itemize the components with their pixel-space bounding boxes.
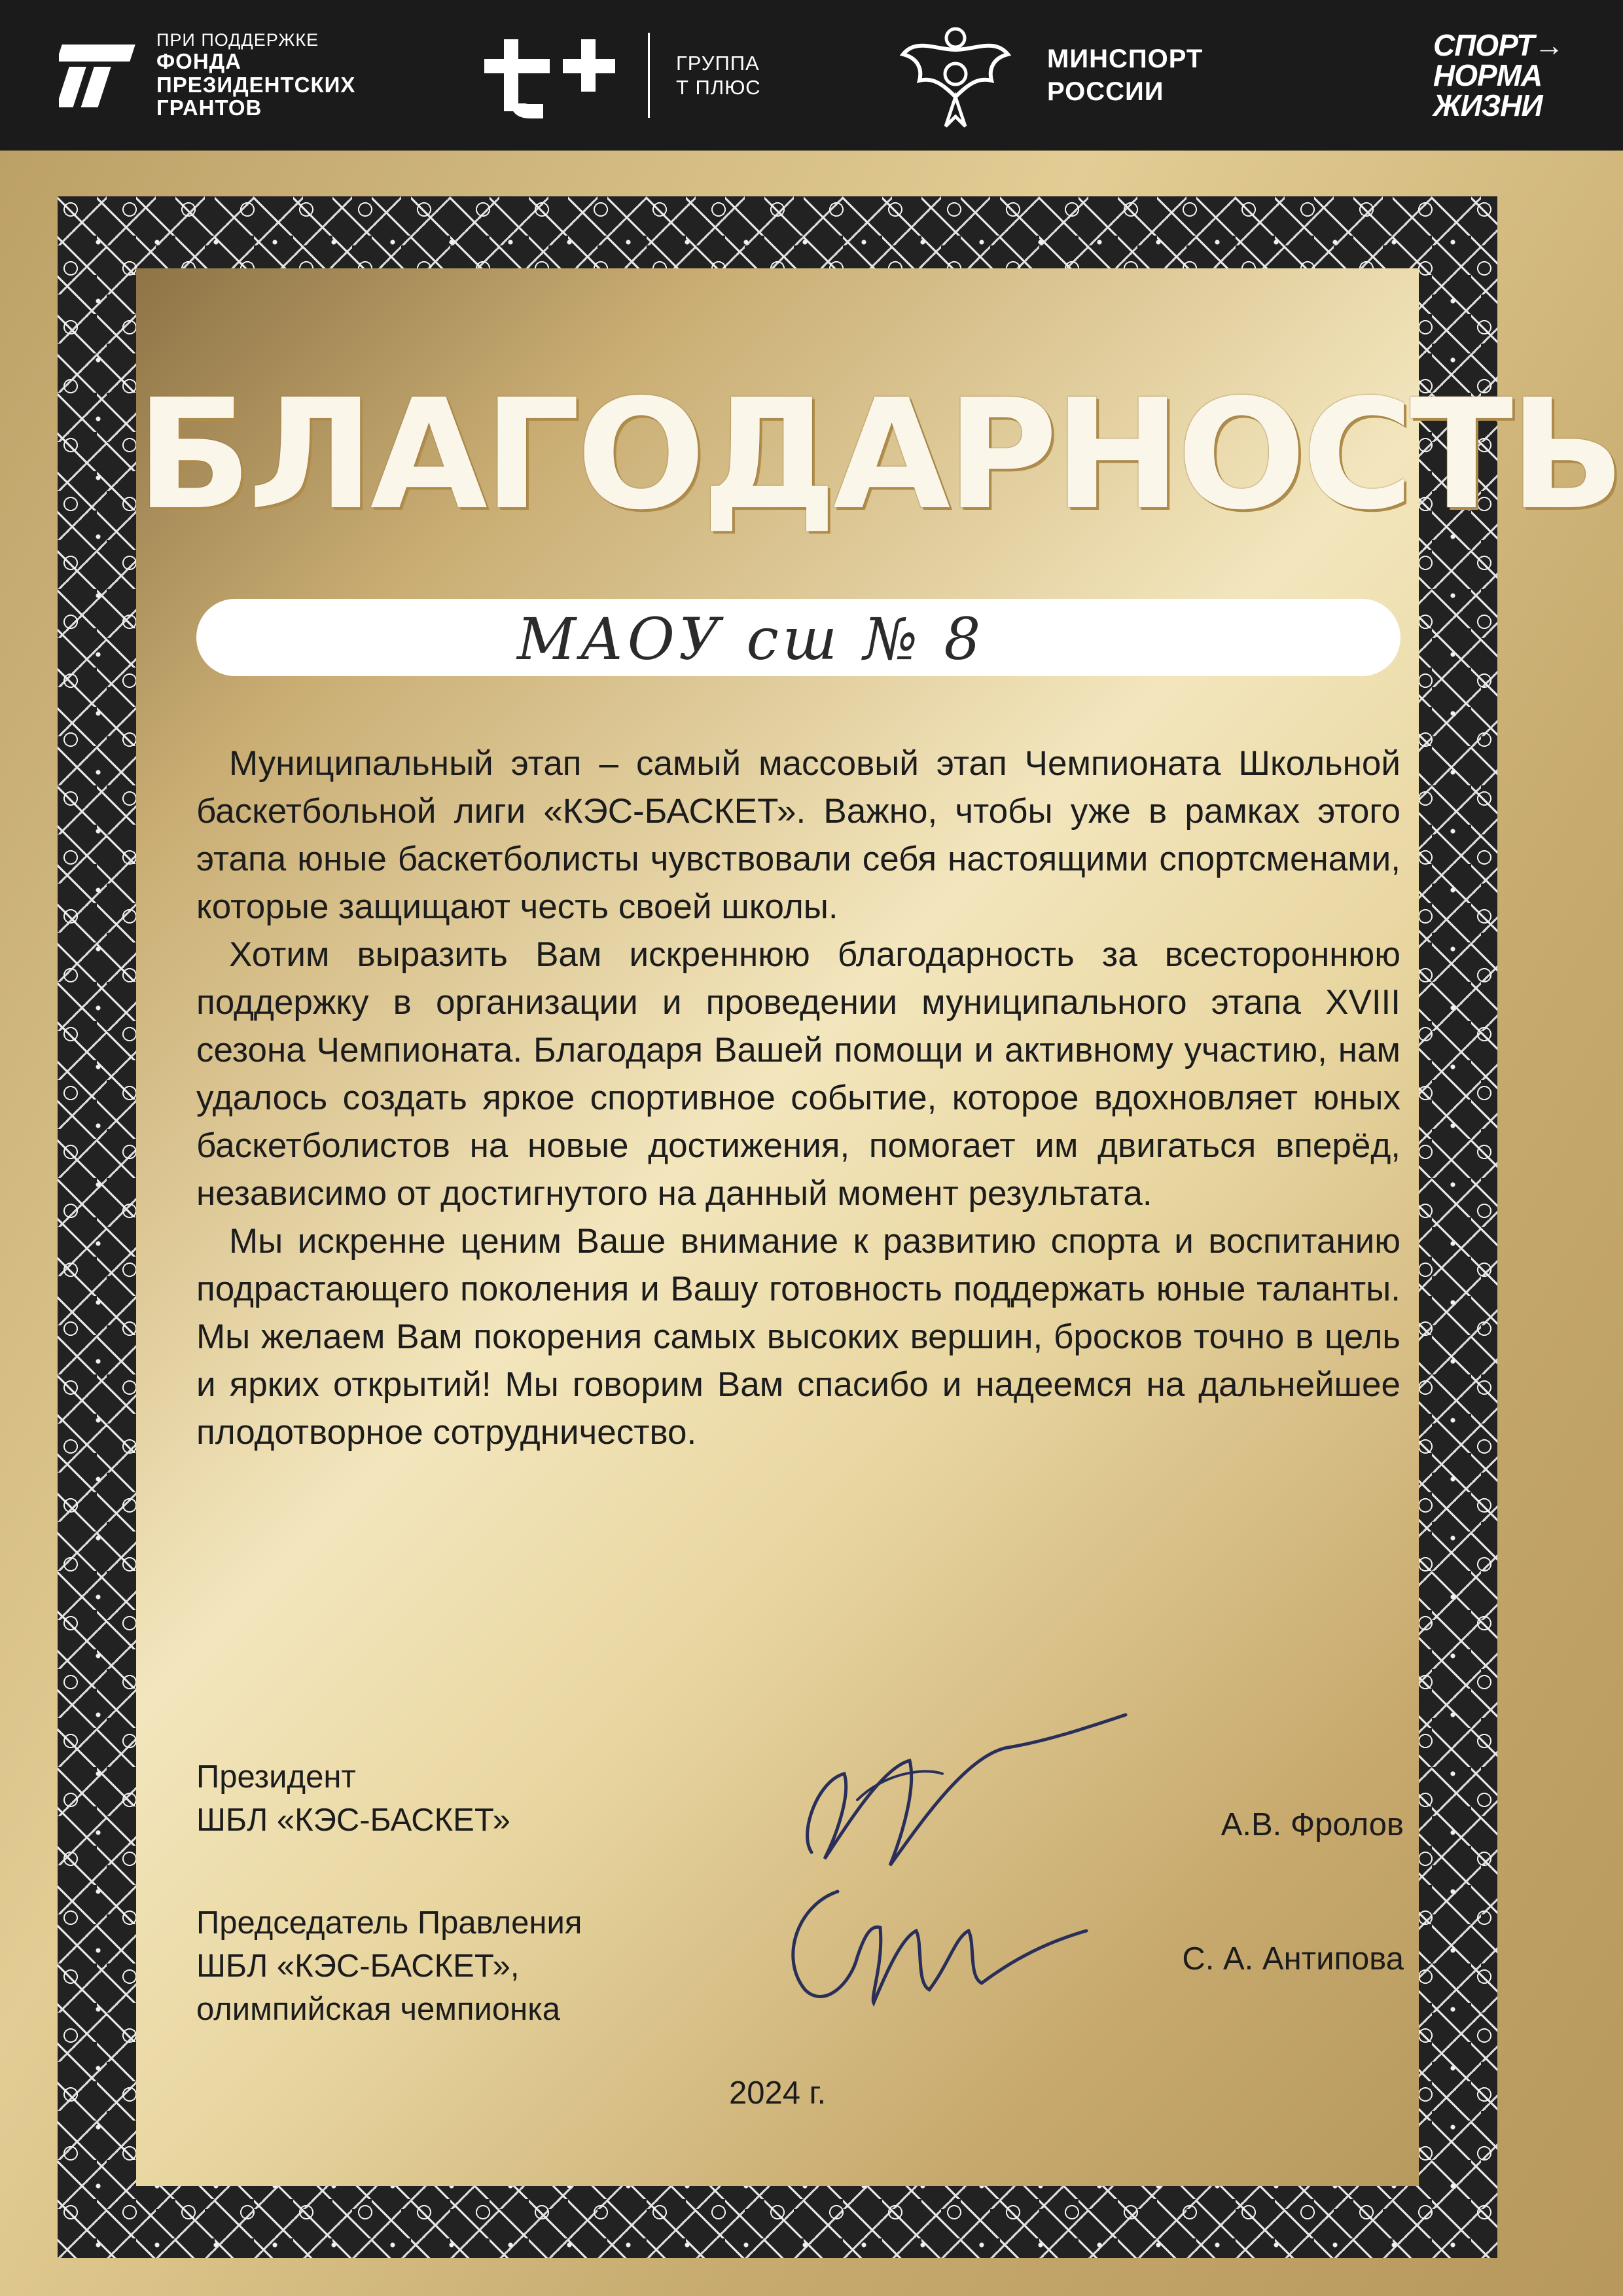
header-bar — [0, 0, 1623, 151]
presidential-grants-fund-logo — [59, 0, 355, 151]
minsport-label-line: МИНСПОРТ — [1047, 45, 1204, 73]
double-headed-eagle-icon — [897, 18, 1014, 133]
t-plus-group-logo — [484, 0, 761, 151]
chairman-name: С. А. Антипова — [1182, 1941, 1404, 1977]
fund-name-line: ГРАНТОВ — [156, 96, 262, 120]
role-line: ШБЛ «КЭС-БАСКЕТ», — [196, 1948, 520, 1984]
body-paragraph: Муниципальный этап – самый массовый этап Чемпионата Школьной баскетбольной лиги «КЭС-БАСКЕТ». Важно, чтобы уже в рамках этого этапа юные баскетболисты чувствовали себя настоящими спортсменами, которые защищают честь своей школы. — [196, 744, 1400, 926]
body-paragraph: Мы искренне ценим Ваше внимание к развитию спорта и воспитанию подрастающего поколения и Вашу готовность поддержать юные таланты. Мы желаем Вам покорения самых высоких вершин, бросков точно в цель и ярких открытий! Мы говорим Вам спасибо и надеемся на дальнейшее плодотворное сотрудничество. — [196, 1222, 1400, 1452]
minsport-russia-logo — [897, 0, 1203, 151]
fund-name-line: ФОНДА — [156, 49, 242, 74]
fund-name-line: ПРЕЗИДЕНТСКИХ — [156, 72, 356, 97]
tplus-label-line: ГРУППА — [676, 51, 760, 75]
certificate-body — [196, 740, 1400, 1456]
body-paragraph: Хотим выразить Вам искреннюю благодарность за всестороннюю поддержку в организации и проведении муниципального этапа XVIII сезона Чемпионата. Благодаря Вашей помощи и активному участию, нам удалось создать яркое спортивное событие, которое вдохновляет юных баскетболистов на новые достижения, помогает им двигаться вперёд, независимо от достигнутого на данный момент результата. — [196, 935, 1400, 1213]
minsport-label-line: РОССИИ — [1047, 77, 1164, 106]
sport-norm-line: ЖИЗНИ — [1433, 88, 1543, 122]
sport-norm-line: СПОРТ→ — [1433, 28, 1564, 62]
issue-year: 2024 г. — [728, 2075, 827, 2111]
sport-norm-line: НОРМА — [1433, 58, 1543, 92]
logo-divider — [648, 33, 650, 118]
recipient-name: МАОУ сш № 8 — [517, 605, 985, 673]
t-plus-icon — [484, 26, 628, 124]
role-line: ШБЛ «КЭС-БАСКЕТ» — [196, 1803, 510, 1838]
fund-pre-label: ПРИ ПОДДЕРЖКЕ — [156, 29, 319, 50]
president-role — [196, 1755, 510, 1842]
sport-norma-zhizni-logo — [1433, 0, 1563, 151]
certificate-title: БЛАГОДАРНОСТЬ — [136, 367, 1622, 543]
handwritten-signature — [759, 1865, 1126, 2016]
chairman-role — [196, 1901, 582, 2031]
role-line: Президент — [196, 1759, 356, 1795]
role-line: Председатель Правления — [196, 1905, 582, 1941]
president-name: А.В. Фролов — [1221, 1807, 1404, 1842]
tplus-label-line: Т ПЛЮС — [676, 76, 761, 99]
grants-fund-icon — [59, 38, 141, 113]
role-line: олимпийская чемпионка — [196, 1992, 560, 2027]
